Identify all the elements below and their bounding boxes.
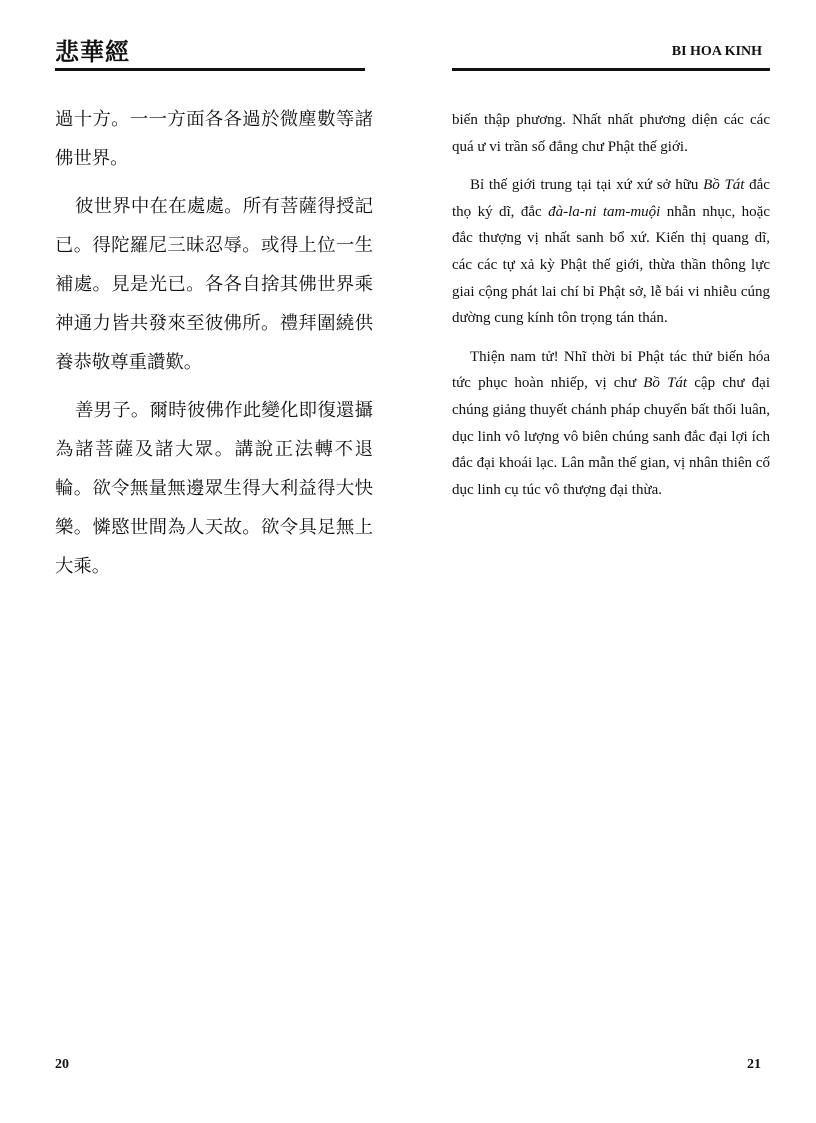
vn-p3-text-a: Thiện nam tử! Nhĩ thời bỉ Phật tác thử biến hóa tức phục hoàn nhiếp, vị chư: [452, 348, 770, 392]
left-running-header: 悲華經: [55, 37, 130, 66]
vn-p2-italic-bo-tat: Bồ Tát: [703, 177, 745, 194]
vn-p2-italic-dharani: đà-la-ni tam-muội: [548, 203, 661, 220]
vietnamese-paragraph-3: [452, 344, 770, 504]
right-page: [408, 0, 816, 1123]
vn-p3-text-c: cập chư đại chúng giảng thuyết chánh pháp chuyển bất thối luân, dục linh vô lượng vô biên chúng sanh đắc đại lợi ích đắc đại khoái lạc. Lân mẫn thế gian, vị nhân thiên cố dục linh cụ túc vô thượng đại thừa.: [452, 375, 770, 498]
chinese-paragraph-1: 過十方。一一方面各各過於微塵數等諸佛世界。: [55, 109, 373, 169]
chinese-paragraph-3: 善男子。爾時彼佛作此變化即復還攝為諸菩薩及諸大眾。講說正法轉不退輪。欲令無量無邊眾生得大利益得大快樂。憐愍世間為人天故。欲令具足無上大乘。: [55, 400, 373, 577]
vietnamese-paragraph-2: [452, 172, 770, 332]
right-header-rule: [452, 68, 770, 71]
chinese-text-body: [55, 100, 373, 595]
vn-p2-text-e: nhẫn nhục, hoặc đắc thượng vị nhất sanh bổ xứ. Kiến thị quang dĩ, các các tự xả kỳ Phật thế giới, thừa thần thông lực giai cộng phát lai chí bỉ Phật sở, lễ bái vi nhiễu cúng dường cung kính tôn trọng tán thán.: [452, 203, 770, 327]
vn-p2-text-a: Bỉ thế giới trung tại tại xứ xứ sở hữu: [470, 177, 704, 194]
left-page-number: 20: [55, 1057, 69, 1072]
vn-p3-italic-bo-tat: Bồ Tát: [643, 375, 688, 392]
left-header-rule: [55, 68, 365, 71]
vietnamese-paragraph-1: biến thập phương. Nhất nhất phương diện các các quá ư vi trần số đẳng chư Phật thế giới.: [452, 112, 770, 155]
chinese-paragraph-2: 彼世界中在在處處。所有菩薩得授記已。得陀羅尼三昧忍辱。或得上位一生補處。見是光已。各各自捨其佛世界乘神通力皆共發來至彼佛所。禮拜圍繞供養恭敬尊重讚歎。: [55, 196, 373, 373]
right-running-header: BI HOA KINH: [671, 44, 762, 59]
vietnamese-text-body: [452, 107, 770, 515]
right-page-number: 21: [747, 1057, 761, 1072]
vn-p2-text-c: đắc thọ ký dĩ, đắc: [452, 177, 770, 220]
